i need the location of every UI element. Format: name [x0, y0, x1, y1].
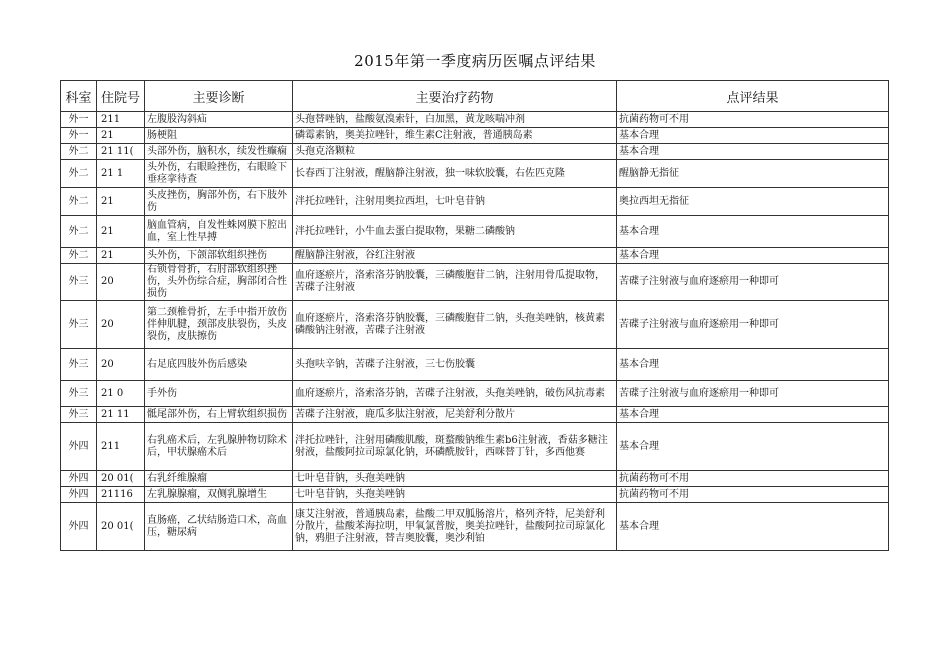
cell-dept: 外四: [61, 471, 97, 487]
cell-drugs: 康艾注射液，普通胰岛素，盐酸二甲双胍肠溶片，格列齐特，尼美舒利分散片，盐酸苯海拉明，甲氧氯普胺，奥美拉唑针，盐酸阿拉司琼氯化钠，鸦胆子注射液，替吉奥胶囊，奥沙利铂: [293, 503, 617, 551]
header-dept: 科室: [61, 81, 97, 112]
cell-dept: 外四: [61, 487, 97, 503]
cell-diagnosis: 右足底四肢外伤后感染: [145, 349, 293, 381]
cell-diagnosis: 头外伤，下颌部软组织挫伤: [145, 248, 293, 264]
cell-diagnosis: 头皮挫伤，胸部外伤，右下肢外伤: [145, 188, 293, 216]
table-row: [61, 248, 889, 264]
cell-drugs: 血府逐瘀片，洛索洛芬钠胶囊，三磷酸胞苷二钠，注射用骨瓜提取物，苦碟子注射液: [293, 264, 617, 301]
cell-drugs: 头孢克洛颗粒: [293, 144, 617, 160]
cell-dept: 外二: [61, 160, 97, 188]
header-row: [61, 81, 889, 112]
cell-drugs: 苦碟子注射液，鹿瓜多肽注射液，尼美舒利分散片: [293, 407, 617, 423]
table-row: [61, 487, 889, 503]
cell-dept: 外二: [61, 248, 97, 264]
cell-result: 奥拉西坦无指征: [617, 188, 889, 216]
cell-diagnosis: 右乳癌术后，左乳腺肿物切除术后，甲状腺癌术后: [145, 423, 293, 471]
cell-admission-no: 20: [97, 349, 145, 381]
cell-drugs: 醒脑静注射液，谷红注射液: [293, 248, 617, 264]
cell-diagnosis: 右锁骨骨折，右肘部软组织挫伤，头外伤综合症，胸部闭合性损伤: [145, 264, 293, 301]
table-row: [61, 503, 889, 551]
table-row: [61, 128, 889, 144]
cell-admission-no: 21 0: [97, 381, 145, 407]
cell-result: 基本合理: [617, 349, 889, 381]
cell-diagnosis: 右乳纤维腺瘤: [145, 471, 293, 487]
header-diagnosis: 主要诊断: [145, 81, 293, 112]
cell-diagnosis: 脑血管病，自发性蛛网膜下腔出血，室上性早搏: [145, 216, 293, 248]
cell-drugs: 七叶皂苷钠，头孢美唑钠: [293, 487, 617, 503]
table-row: [61, 216, 889, 248]
cell-dept: 外三: [61, 264, 97, 301]
cell-dept: 外一: [61, 112, 97, 128]
cell-drugs: 头孢呋辛钠，苦碟子注射液，三七伤胶囊: [293, 349, 617, 381]
cell-dept: 外三: [61, 349, 97, 381]
table-row: [61, 301, 889, 349]
cell-dept: 外一: [61, 128, 97, 144]
cell-dept: 外二: [61, 216, 97, 248]
table-row: [61, 188, 889, 216]
cell-admission-no: 21 11(: [97, 144, 145, 160]
cell-diagnosis: 手外伤: [145, 381, 293, 407]
cell-drugs: 血府逐瘀片，洛索洛芬钠，苦碟子注射液，头孢美唑钠，破伤风抗毒素: [293, 381, 617, 407]
cell-result: 醒脑静无指征: [617, 160, 889, 188]
cell-diagnosis: 直肠癌，乙状结肠造口术，高血压，糖尿病: [145, 503, 293, 551]
cell-result: 基本合理: [617, 503, 889, 551]
cell-diagnosis: 骶尾部外伤，右上臂软组织损伤: [145, 407, 293, 423]
cell-dept: 外四: [61, 423, 97, 471]
cell-admission-no: 21: [97, 128, 145, 144]
cell-admission-no: 211: [97, 112, 145, 128]
cell-drugs: 泮托拉唑针，注射用奥拉西坦，七叶皂苷钠: [293, 188, 617, 216]
cell-drugs: 七叶皂苷钠，头孢美唑钠: [293, 471, 617, 487]
cell-drugs: 头孢替唑钠，盐酸氨溴索针，白加黑，黄龙咳喘冲剂: [293, 112, 617, 128]
cell-dept: 外三: [61, 381, 97, 407]
cell-dept: 外三: [61, 407, 97, 423]
cell-result: 基本合理: [617, 248, 889, 264]
header-drugs: 主要治疗药物: [293, 81, 617, 112]
header-result: 点评结果: [617, 81, 889, 112]
cell-admission-no: 21 11: [97, 407, 145, 423]
cell-diagnosis: 头外伤，右眼睑挫伤，右眼睑下垂痉挛待查: [145, 160, 293, 188]
cell-diagnosis: 头部外伤，脑积水，续发性癫痫: [145, 144, 293, 160]
table-row: [61, 112, 889, 128]
cell-admission-no: 20: [97, 264, 145, 301]
table-row: [61, 471, 889, 487]
cell-drugs: 磷霉素钠，奥美拉唑针，维生素C注射液，普通胰岛素: [293, 128, 617, 144]
table-row: [61, 264, 889, 301]
cell-result: 抗菌药物可不用: [617, 471, 889, 487]
cell-admission-no: 21116: [97, 487, 145, 503]
header-admission-no: 住院号: [97, 81, 145, 112]
table-row: [61, 423, 889, 471]
cell-result: 苦碟子注射液与血府逐瘀用一种即可: [617, 264, 889, 301]
cell-drugs: 泮托拉唑针，注射用磷酸肌酸，斑蝥酸钠维生素b6注射液，香菇多糖注射液，盐酸阿拉司琼氯化钠，环磷酰胺针，西咪替丁针，多西他赛: [293, 423, 617, 471]
cell-dept: 外三: [61, 301, 97, 349]
cell-result: 基本合理: [617, 128, 889, 144]
cell-admission-no: 21: [97, 188, 145, 216]
cell-drugs: 血府逐瘀片，洛索洛芬钠胶囊，三磷酸胞苷二钠，头孢美唑钠，核黄素磷酸钠注射液，苦碟子注射液: [293, 301, 617, 349]
cell-diagnosis: 第二颈椎骨折，左手中指开放伤伴伸肌腱，颈部皮肤裂伤，头皮裂伤，皮肤擦伤: [145, 301, 293, 349]
table-row: [61, 381, 889, 407]
table-row: [61, 349, 889, 381]
cell-diagnosis: 左乳腺腺瘤，双侧乳腺增生: [145, 487, 293, 503]
cell-result: 抗菌药物可不用: [617, 487, 889, 503]
cell-admission-no: 20 01(: [97, 503, 145, 551]
table-row: [61, 160, 889, 188]
cell-dept: 外二: [61, 144, 97, 160]
cell-admission-no: 211: [97, 423, 145, 471]
cell-admission-no: 21: [97, 248, 145, 264]
cell-diagnosis: 左腹股沟斜疝: [145, 112, 293, 128]
cell-dept: 外二: [61, 188, 97, 216]
cell-admission-no: 21: [97, 216, 145, 248]
cell-result: 基本合理: [617, 407, 889, 423]
cell-result: 苦碟子注射液与血府逐瘀用一种即可: [617, 381, 889, 407]
cell-result: 基本合理: [617, 216, 889, 248]
cell-drugs: 长春西丁注射液，醒脑静注射液，独一味软胶囊，右佐匹克隆: [293, 160, 617, 188]
cell-admission-no: 20 01(: [97, 471, 145, 487]
cell-result: 基本合理: [617, 144, 889, 160]
table-row: [61, 144, 889, 160]
cell-admission-no: 21 1: [97, 160, 145, 188]
cell-admission-no: 20: [97, 301, 145, 349]
cell-dept: 外四: [61, 503, 97, 551]
review-table: [60, 80, 889, 551]
page-title: 2015年第一季度病历医嘱点评结果: [354, 52, 596, 70]
cell-result: 基本合理: [617, 423, 889, 471]
table-row: [61, 407, 889, 423]
cell-result: 抗菌药物可不用: [617, 112, 889, 128]
cell-drugs: 泮托拉唑针，小牛血去蛋白提取物，果糖二磷酸钠: [293, 216, 617, 248]
cell-result: 苦碟子注射液与血府逐瘀用一种即可: [617, 301, 889, 349]
cell-diagnosis: 肠梗阻: [145, 128, 293, 144]
